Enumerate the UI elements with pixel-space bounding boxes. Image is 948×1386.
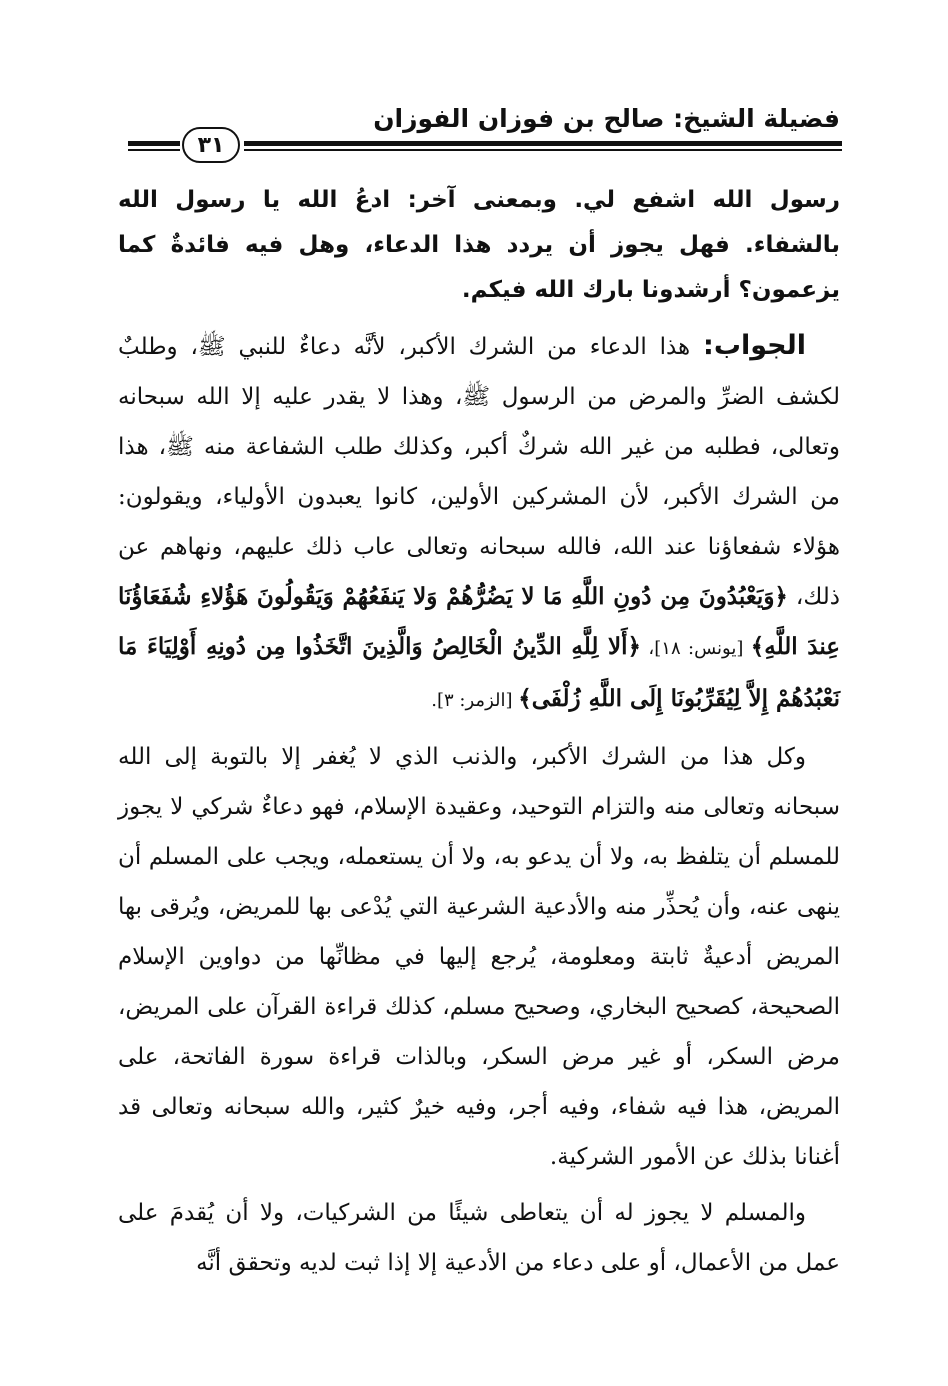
page-body [118,178,840,1288]
header-rule-thick [244,141,842,146]
verse-reference-yunus: [يونس: ١٨]، [641,638,751,659]
quran-verse-yunus: ﴿وَيَعْبُدُونَ مِن دُونِ اللَّهِ مَا لا يَضُرُّهُمْ وَلا يَنفَعُهُمْ وَيَقُولُونَ هَؤُلاءِ شُفَعَاؤُنَا عِندَ اللَّهِ﴾ [118,583,840,660]
header-rule-thin [244,149,842,151]
answer-paragraph [118,321,840,726]
question-text: رسول الله اشفع لي. وبمعنى آخر: ادعُ الله يا رسول الله بالشفاء. فهل يجوز أن يردد هذا الدعاء، وهل فيه فائدةٌ كما يزعمون؟ أرشدونا بارك الله فيكم. [118,187,840,303]
header-rule-short-thick [128,141,180,146]
body-paragraph: والمسلم لا يجوز له أن يتعاطى شيئًا من الشركيات، ولا أن يُقدمَ على عمل من الأعمال، أو على دعاء من الأدعية إلا إذا ثبت لديه وتحقق أنَّه [118,1200,840,1276]
body-paragraph: وكل هذا من الشرك الأكبر، والذنب الذي لا يُغفر إلا بالتوبة إلى الله سبحانه وتعالى منه والتزام التوحيد، وعقيدة الإسلام، فهو دعاءٌ شركي لا يجوز للمسلم أن يتلفظ به، ولا أن يدعو به، ولا أن يستعمله، ويجب على المسلم أن ينهى عنه، وأن يُحذِّر منه والأدعية الشرعية التي يُدْعى بها للمريض، ويُرقى بها المريض أدعيةٌ ثابتة ومعلومة، يُرجع إليها في مظانِّها من دواوين الإسلام الصحيحة، كصحيح البخاري، وصحيح مسلم، كذلك قراءة القرآن على المريض، مرض السكر، أو غير مرض السكر، وبالذات قراءة سورة الفاتحة، على المريض، هذا فيه شفاء، وفيه أجر، وفيه خيرٌ كثير، والله سبحانه وتعالى قد أغنانا بذلك عن الأمور الشركية. [118,744,840,1170]
answer-text: هذا الدعاء من الشرك الأكبر، لأنَّه دعاءٌ للنبي ﷺ، وطلبٌ لكشف الضرِّ والمرض من الرسول ﷺ، وهذا لا يقدر عليه إلا الله سبحانه وتعالى، فطلبه من غير الله شركٌ أكبر، وكذلك طلب الشفاعة منه ﷺ، هذا من الشرك الأكبر، لأن المشركين الأولين، كانوا يعبدون الأولياء، ويقولون: هؤلاء شفعاؤنا عند الله، فالله سبحانه وتعالى عاب ذلك عليهم، ونهاهم عن ذلك، [118,334,840,610]
page-number: ٣١ [182,127,240,163]
answer-label: الجواب: [703,330,806,361]
header-rule-short-thin [128,149,180,151]
verse-reference-zumar: [الزمر: ٣]. [431,690,519,711]
quran-verse-zumar: ﴿أَلا لِلَّهِ الدِّينُ الْخَالِصُ وَالَّذِينَ اتَّخَذُوا مِن دُونِهِ أَوْلِيَاءَ مَا نَعْبُدُهُمْ إِلاَّ لِيُقَرِّبُونَا إِلَى اللَّهِ زُلْفَى﴾ [118,633,840,712]
running-title: فضيلة الشيخ: صالح بن فوزان الفوزان [373,104,840,133]
